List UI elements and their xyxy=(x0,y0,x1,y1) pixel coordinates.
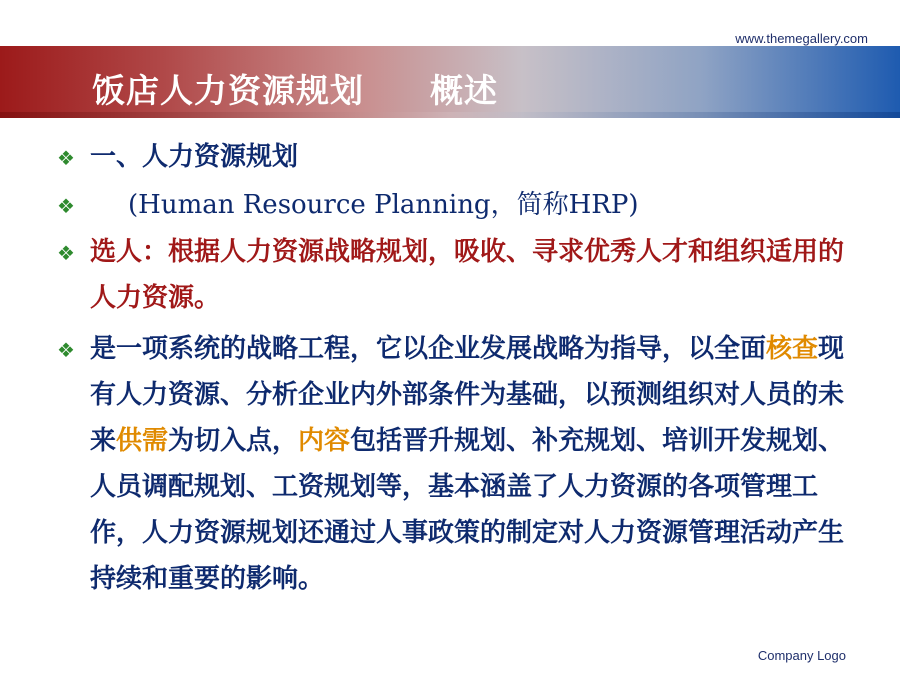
bullet-text-1: 一、人力资源规划 xyxy=(90,142,299,172)
title-sub: 概述 xyxy=(430,71,498,110)
highlight-hecha: 核查 xyxy=(766,334,819,364)
bullet-4-part-3: 为切入点， xyxy=(168,426,299,456)
bullet-4-part-2: 现有人力资源、分析企业内外部条件为基础，以预测组织对人员的未来 xyxy=(90,334,845,456)
highlight-gongxu: 供需 xyxy=(116,426,169,456)
bullet-text-4 xyxy=(90,326,845,602)
title-main: 饭店人力资源规划 xyxy=(92,71,364,110)
diamond-bullet-icon: ❖ xyxy=(57,241,75,265)
diamond-bullet-icon: ❖ xyxy=(57,194,75,218)
bullet-text-2: (Human Resource Planning，简称HRP) xyxy=(128,190,639,220)
site-url: www.themegallery.com xyxy=(735,31,868,46)
diamond-bullet-icon: ❖ xyxy=(57,146,75,170)
company-logo: Company Logo xyxy=(757,648,846,663)
slide-title xyxy=(92,65,498,112)
diamond-bullet-icon: ❖ xyxy=(57,338,75,362)
bullet-4-part-1: 是一项系统的战略工程，它以企业发展战略为指导，以全面 xyxy=(90,334,767,364)
bullet-4-part-4: 包括晋升规划、补充规划、培训开发规划、人员调配规划、工资规划等，基本涵盖了人力资源的各项管理工作，人力资源规划还通过人事政策的制定对人力资源管理活动产生持续和重要的影响。 xyxy=(90,426,845,594)
highlight-neirong: 内容 xyxy=(298,426,351,456)
bullet-text-3: 选人：根据人力资源战略规划，吸收、寻求优秀人才和组织适用的人力资源。 xyxy=(90,237,845,313)
